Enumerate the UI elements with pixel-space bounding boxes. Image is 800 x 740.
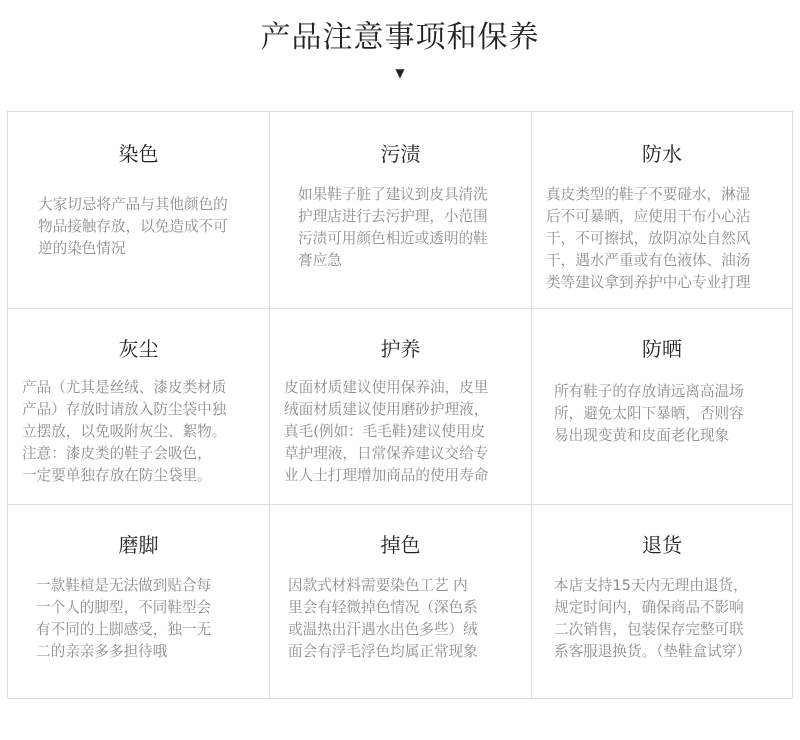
note-title: 退货 xyxy=(642,533,682,557)
note-text: 如果鞋子脏了建议到皮具清洗 护理店进行去污护理，小范围 污渍可用颜色相近或透明的鞋 膏应急 xyxy=(298,186,488,269)
note-title: 护养 xyxy=(380,337,421,361)
note-title: 防晒 xyxy=(642,337,682,361)
care-notes-grid xyxy=(7,111,793,699)
note-card-stains xyxy=(270,112,532,309)
note-card-waterproof xyxy=(532,112,793,309)
note-text: 大家切忌将产品与其他颜色的 物品接触存放，以免造成不可 逆的染色情况 xyxy=(38,196,228,257)
note-card-care xyxy=(270,309,532,505)
note-text: 一款鞋楦是无法做到贴合每 一个人的脚型，不同鞋型会 有不同的上脚感受，独一无 二的亲亲多多担待哦 xyxy=(36,577,212,660)
note-card-dyeing xyxy=(8,112,270,309)
note-title: 防水 xyxy=(642,142,682,166)
note-text: 真皮类型的鞋子不要碰水，淋湿 后不可暴晒，应使用干布小心沾 干，不可擦拭，放阴凉处自然风 干，遇水严重或有色液体、油汤 类等建议拿到养护中心专业打理 xyxy=(546,186,751,291)
note-title: 染色 xyxy=(118,142,159,166)
note-text: 产品（尤其是丝绒、漆皮类材质 产品）存放时请放入防尘袋中独 立摆放，以免吸附灰尘、絮物。 注意：漆皮类的鞋子会吸色， 一定要单独存放在防尘袋里。 xyxy=(22,379,227,484)
note-title: 磨脚 xyxy=(118,533,159,557)
page-title: 产品注意事项和保养 xyxy=(260,20,540,55)
note-text: 所有鞋子的存放请远离高温场 所，避免太阳下暴晒，否则容 易出现变黄和皮面老化现象 xyxy=(554,383,744,444)
note-card-color-fading xyxy=(270,505,532,699)
note-card-sun-protection xyxy=(532,309,793,505)
note-title: 污渍 xyxy=(380,142,421,166)
note-title: 灰尘 xyxy=(118,337,159,361)
note-text: 本店支持15天内无理由退货， 规定时间内，确保商品不影响 二次销售，包装保存完整可联 系客服退换货。（垫鞋盒试穿） xyxy=(554,577,752,660)
note-text: 因款式材料需要染色工艺 内 里会有轻微掉色情况（深色系 或温热出汗遇水出色多些）绒 面会有浮毛浮色均属正常现象 xyxy=(288,577,478,660)
note-text: 皮面材质建议使用保养油，皮里 绒面材质建议使用磨砂护理液， 真毛(例如：毛毛鞋)建议使用皮 草护理液，日常保养建议交给专 业人士打理增加商品的使用寿命 xyxy=(284,379,489,484)
note-title: 掉色 xyxy=(380,533,421,557)
note-card-chafing xyxy=(8,505,270,699)
note-card-returns xyxy=(532,505,793,699)
triangle-down-icon: ▼ xyxy=(395,66,405,80)
note-card-dust xyxy=(8,309,270,505)
